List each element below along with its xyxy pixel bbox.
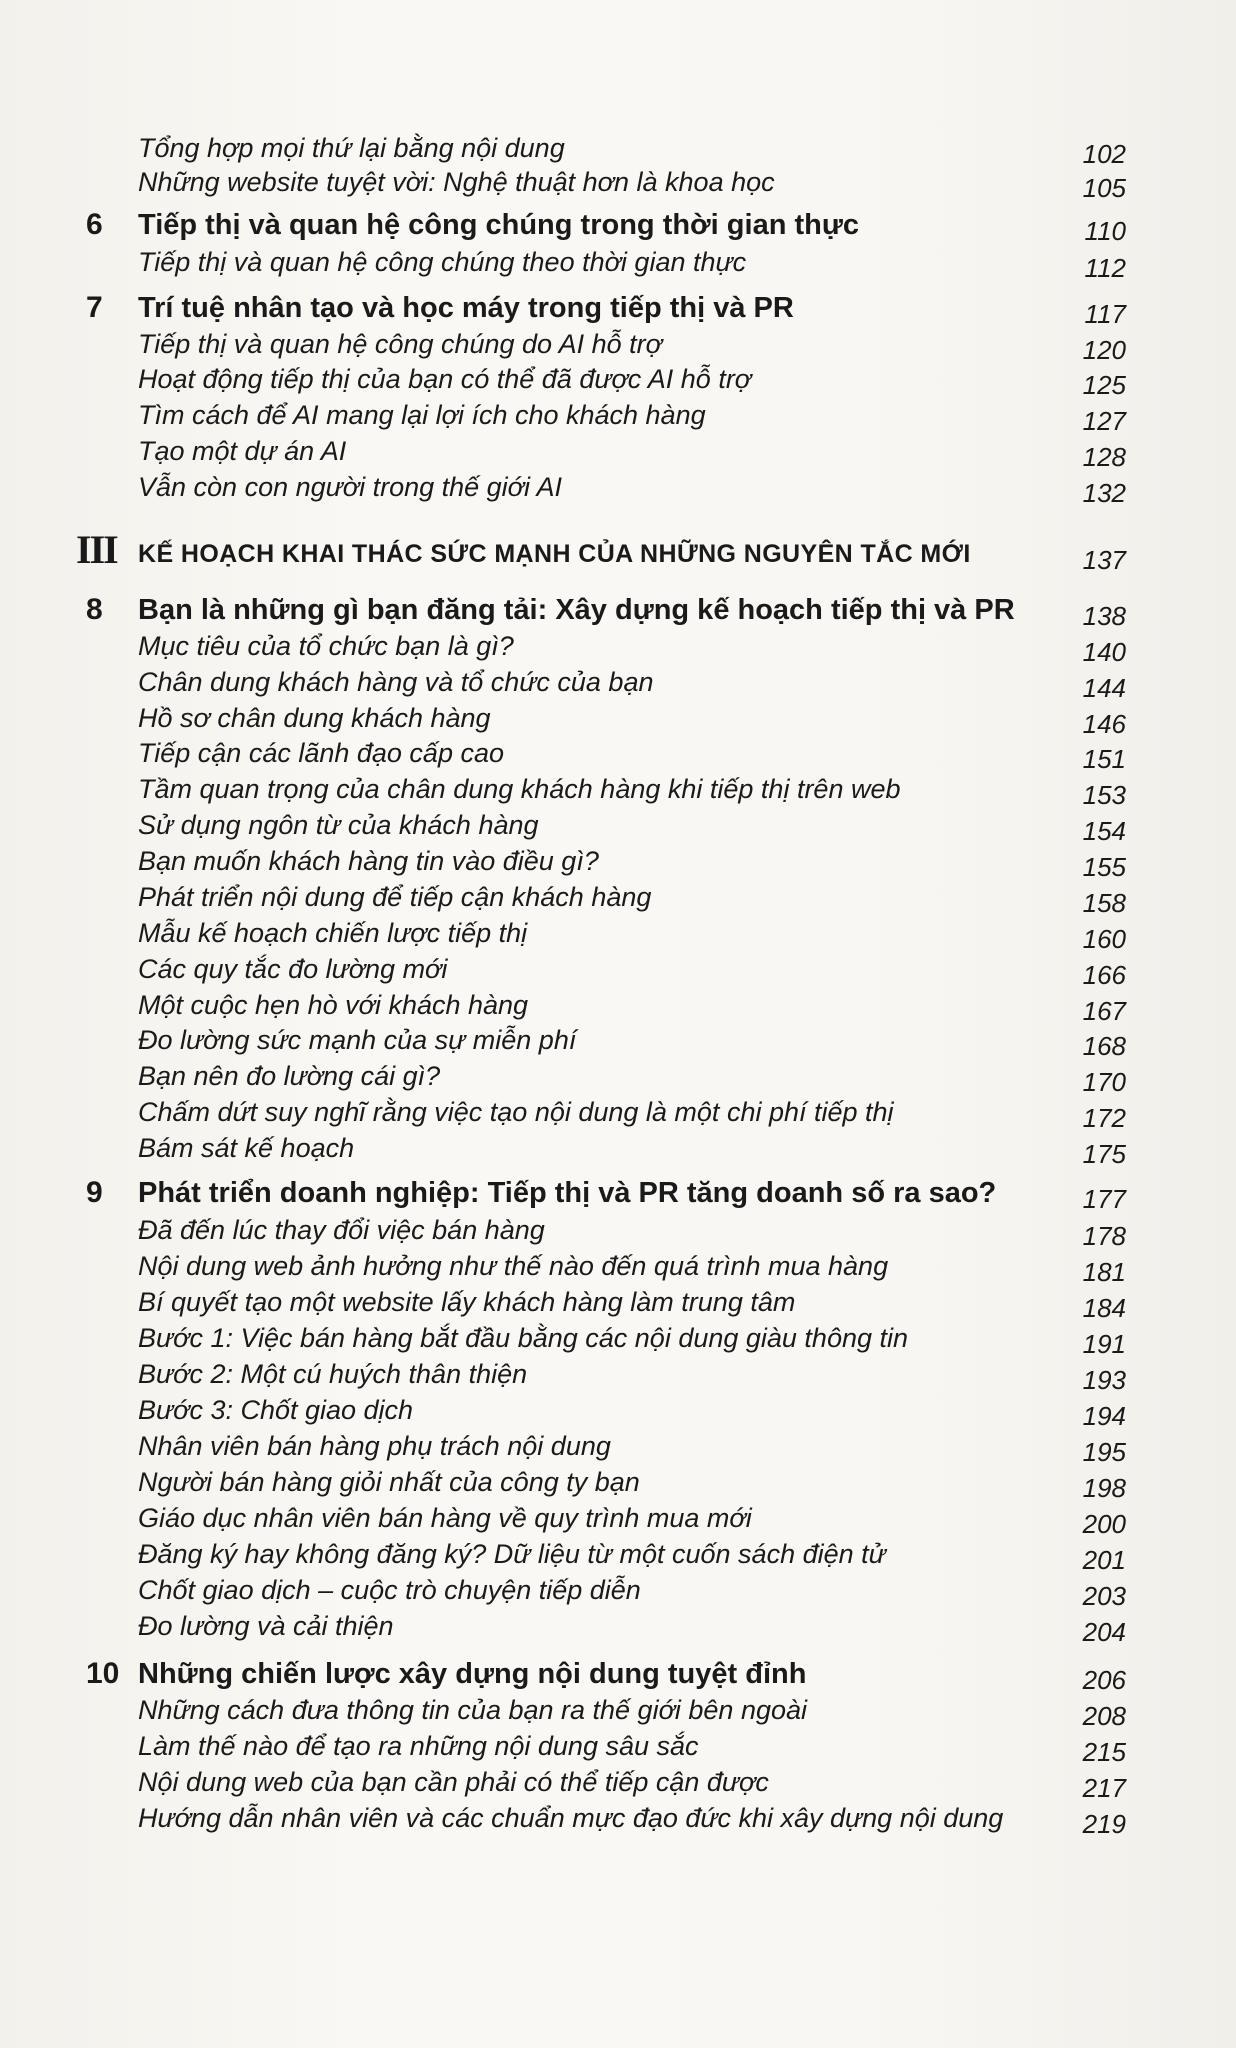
toc-entry xyxy=(0,1536,1236,1575)
toc-entry-title: Nội dung web của bạn cần phải có thể tiếp cận được xyxy=(138,1767,769,1797)
toc-entry-title: Tiếp thị và quan hệ công chúng theo thời gian thực xyxy=(138,247,747,277)
toc-entry xyxy=(0,951,1236,990)
toc-entry xyxy=(0,843,1236,882)
toc-entry-page: 128 xyxy=(1082,442,1126,472)
toc-entry-page: 144 xyxy=(1082,673,1126,703)
toc-entry-page: 117 xyxy=(1084,299,1126,329)
toc-part xyxy=(0,527,1236,575)
toc-entry xyxy=(0,735,1236,774)
toc-entry-title: Bạn muốn khách hàng tin vào điều gì? xyxy=(138,846,599,876)
toc-entry-page: 158 xyxy=(1082,888,1126,918)
chapter-number: 10 xyxy=(86,1657,120,1690)
toc-entry-title: Bước 1: Việc bán hàng bắt đầu bằng các nội dung giàu thông tin xyxy=(138,1323,909,1353)
toc-entry-page: 151 xyxy=(1082,744,1126,774)
toc-entry-title: Đã đến lúc thay đổi việc bán hàng xyxy=(138,1215,545,1245)
toc-entry xyxy=(0,326,1236,365)
toc-entry xyxy=(0,879,1236,918)
chapter-number: 6 xyxy=(86,208,103,241)
toc-entry-page: 110 xyxy=(1084,216,1126,246)
toc-entry-page: 206 xyxy=(1082,1665,1126,1695)
toc-entry xyxy=(0,1572,1236,1611)
toc-entry-page: 138 xyxy=(1082,601,1126,631)
toc-entry-title: Đo lường và cải thiện xyxy=(138,1611,394,1641)
toc-entry-page: 105 xyxy=(1082,173,1126,203)
toc-entry-title: Làm thế nào để tạo ra những nội dung sâu sắc xyxy=(138,1731,699,1761)
toc-entry-page: 194 xyxy=(1082,1401,1126,1431)
toc-entry-title: Hoạt động tiếp thị của bạn có thể đã được AI hỗ trợ xyxy=(138,364,752,394)
toc-entry-title: Vẫn còn con người trong thế giới AI xyxy=(138,472,562,502)
toc-entry-title: Một cuộc hẹn hò với khách hàng xyxy=(138,990,529,1020)
toc-entry-page: 153 xyxy=(1082,780,1126,810)
toc-entry-title: Mục tiêu của tổ chức bạn là gì? xyxy=(138,631,514,661)
toc-entry-page: 140 xyxy=(1082,637,1126,667)
toc-entry-page: 201 xyxy=(1082,1545,1126,1575)
toc-entry-page: 146 xyxy=(1082,709,1126,739)
toc-entry xyxy=(0,361,1236,400)
toc-entry-title: Đo lường sức mạnh của sự miễn phí xyxy=(138,1025,577,1055)
toc-entry-page: 184 xyxy=(1082,1293,1126,1323)
toc-entry xyxy=(0,1320,1236,1359)
toc-entry-page: 125 xyxy=(1082,370,1126,400)
toc-entry xyxy=(0,664,1236,703)
toc-entry-page: 154 xyxy=(1082,816,1126,846)
chapter-number: 9 xyxy=(86,1176,103,1209)
toc-entry-page: 204 xyxy=(1082,1617,1126,1647)
chapter-number: 7 xyxy=(86,291,103,324)
toc-entry-title: Nội dung web ảnh hưởng như thế nào đến quá trình mua hàng xyxy=(138,1251,889,1281)
toc-entry xyxy=(0,771,1236,810)
toc-entry xyxy=(0,1764,1236,1803)
toc-entry-title: Nhân viên bán hàng phụ trách nội dung xyxy=(138,1431,611,1461)
chapter-title: Phát triển doanh nghiệp: Tiếp thị và PR tăng doanh số ra sao? xyxy=(138,1177,997,1209)
toc-entry-title: Bạn nên đo lường cái gì? xyxy=(138,1061,441,1091)
toc-entry xyxy=(0,1094,1236,1133)
toc-entry-title: Hồ sơ chân dung khách hàng xyxy=(138,703,491,733)
toc-entry xyxy=(0,1248,1236,1287)
toc-entry-page: 175 xyxy=(1082,1139,1126,1169)
toc-entry xyxy=(0,628,1236,667)
toc-entry-page: 215 xyxy=(1082,1737,1126,1767)
toc-entry xyxy=(0,1392,1236,1431)
toc-entry xyxy=(0,1800,1236,1839)
toc-chapter xyxy=(0,592,1236,631)
toc-chapter xyxy=(0,290,1236,329)
toc-entry-page: 178 xyxy=(1082,1221,1126,1251)
toc-entry xyxy=(0,915,1236,954)
toc-entry-page: 127 xyxy=(1082,406,1126,436)
toc-entry-title: Hướng dẫn nhân viên và các chuẩn mực đạo đức khi xây dựng nội dung xyxy=(138,1803,1004,1833)
toc-entry-page: 193 xyxy=(1082,1365,1126,1395)
toc-entry-page: 102 xyxy=(1082,139,1126,169)
toc-entry-page: 172 xyxy=(1082,1103,1126,1133)
toc-entry-title: Bám sát kế hoạch xyxy=(138,1133,355,1163)
chapter-number: 8 xyxy=(86,593,103,626)
toc-entry-page: 160 xyxy=(1082,924,1126,954)
toc-chapter xyxy=(0,1656,1236,1695)
toc-entry xyxy=(0,987,1236,1026)
toc-entry-page: 181 xyxy=(1082,1257,1126,1287)
toc-entry-title: Mẫu kế hoạch chiến lược tiếp thị xyxy=(138,918,528,948)
chapter-title: Những chiến lược xây dựng nội dung tuyệt đỉnh xyxy=(138,1658,807,1690)
toc-entry-title: Chấm dứt suy nghĩ rằng việc tạo nội dung là một chi phí tiếp thị xyxy=(138,1097,894,1127)
toc-entry-page: 132 xyxy=(1082,478,1126,508)
toc-chapter xyxy=(0,207,1236,246)
toc-entry-title: Bí quyết tạo một website lấy khách hàng làm trung tâm xyxy=(138,1287,796,1317)
toc-entry xyxy=(0,1356,1236,1395)
part-title: KẾ HOẠCH KHAI THÁC SỨC MẠNH CỦA NHỮNG NGUYÊN TẮC MỚI xyxy=(138,540,971,568)
toc-entry-title: Tiếp thị và quan hệ công chúng do AI hỗ trợ xyxy=(138,329,662,359)
chapter-title: Tiếp thị và quan hệ công chúng trong thời gian thực xyxy=(138,209,859,241)
toc-entry xyxy=(0,1464,1236,1503)
toc-entry-page: 217 xyxy=(1082,1773,1126,1803)
toc-entry-title: Tạo một dự án AI xyxy=(138,436,347,466)
toc-entry-title: Phát triển nội dung để tiếp cận khách hàng xyxy=(138,882,652,912)
toc-entry xyxy=(0,469,1236,508)
toc-entry xyxy=(0,1692,1236,1731)
toc-entry xyxy=(0,433,1236,472)
toc-entry xyxy=(0,1130,1236,1169)
toc-entry-page: 170 xyxy=(1082,1067,1126,1097)
toc-entry-title: Những cách đưa thông tin của bạn ra thế giới bên ngoài xyxy=(138,1695,808,1725)
toc-entry-page: 177 xyxy=(1082,1184,1126,1214)
toc-entry-title: Người bán hàng giỏi nhất của công ty bạn xyxy=(138,1467,640,1497)
toc-entry-page: 155 xyxy=(1082,852,1126,882)
toc-entry-title: Tìm cách để AI mang lại lợi ích cho khách hàng xyxy=(138,400,706,430)
toc-entry-title: Chốt giao dịch – cuộc trò chuyện tiếp diễn xyxy=(138,1575,641,1605)
part-number: III xyxy=(76,527,117,572)
toc-entry-title: Bước 3: Chốt giao dịch xyxy=(138,1395,414,1425)
toc-entry xyxy=(0,397,1236,436)
toc-entry-title: Giáo dục nhân viên bán hàng về quy trình mua mới xyxy=(138,1503,752,1533)
toc-entry xyxy=(0,1728,1236,1767)
toc-entry-page: 120 xyxy=(1082,335,1126,365)
toc-entry xyxy=(0,807,1236,846)
toc-entry-page: 198 xyxy=(1082,1473,1126,1503)
toc-entry xyxy=(0,244,1236,283)
toc-entry xyxy=(0,164,1236,203)
toc-entry-title: Sử dụng ngôn từ của khách hàng xyxy=(138,810,539,840)
toc-entry xyxy=(0,130,1236,169)
toc-entry-title: Bước 2: Một cú huých thân thiện xyxy=(138,1359,528,1389)
toc-entry-page: 112 xyxy=(1084,253,1126,283)
toc-entry xyxy=(0,1500,1236,1539)
toc-entry-page: 208 xyxy=(1082,1701,1126,1731)
toc-entry-title: Những website tuyệt vời: Nghệ thuật hơn là khoa học xyxy=(138,167,775,197)
toc-entry xyxy=(0,1022,1236,1061)
toc-entry xyxy=(0,700,1236,739)
toc-entry-page: 200 xyxy=(1082,1509,1126,1539)
toc-entry-title: Các quy tắc đo lường mới xyxy=(138,954,448,984)
toc-entry xyxy=(0,1058,1236,1097)
toc-entry-page: 168 xyxy=(1082,1031,1126,1061)
toc-entry xyxy=(0,1608,1236,1647)
toc-entry-title: Đăng ký hay không đăng ký? Dữ liệu từ một cuốn sách điện tử xyxy=(138,1539,886,1569)
chapter-title: Bạn là những gì bạn đăng tải: Xây dựng kế hoạch tiếp thị và PR xyxy=(138,594,1015,626)
toc-entry-title: Tổng hợp mọi thứ lại bằng nội dung xyxy=(138,133,565,163)
toc-entry-page: 195 xyxy=(1082,1437,1126,1467)
toc-entry xyxy=(0,1428,1236,1467)
toc-entry-page: 191 xyxy=(1082,1329,1126,1359)
toc-entry-page: 203 xyxy=(1082,1581,1126,1611)
toc-entry-title: Tầm quan trọng của chân dung khách hàng khi tiếp thị trên web xyxy=(138,774,901,804)
toc-entry-page: 167 xyxy=(1082,996,1126,1026)
chapter-title: Trí tuệ nhân tạo và học máy trong tiếp thị và PR xyxy=(138,292,794,324)
toc-entry xyxy=(0,1284,1236,1323)
toc-entry-page: 166 xyxy=(1082,960,1126,990)
toc-entry-title: Tiếp cận các lãnh đạo cấp cao xyxy=(138,738,505,768)
toc-entry xyxy=(0,1212,1236,1251)
toc-entry-page: 219 xyxy=(1082,1809,1126,1839)
toc-entry-title: Chân dung khách hàng và tổ chức của bạn xyxy=(138,667,654,697)
toc-entry-page: 137 xyxy=(1082,545,1126,575)
toc-chapter xyxy=(0,1175,1236,1214)
